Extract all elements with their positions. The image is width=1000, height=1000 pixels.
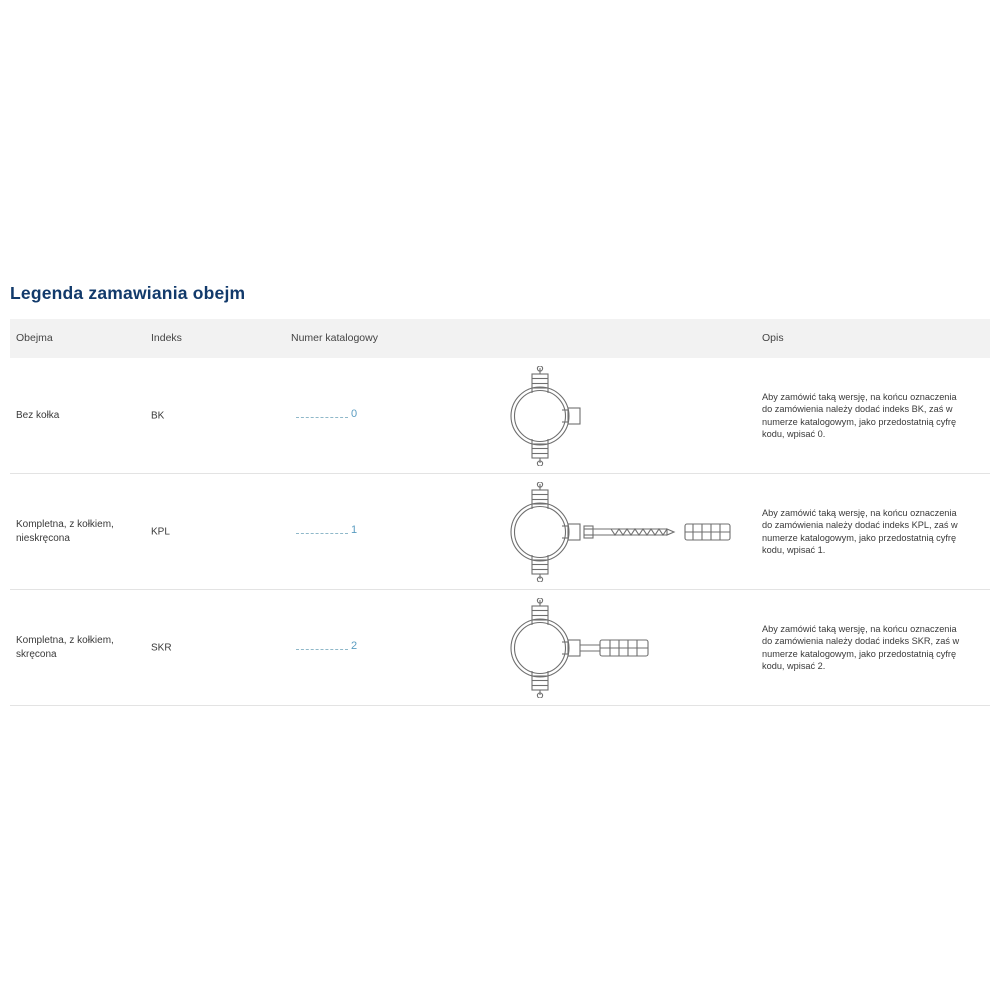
table-header-row xyxy=(10,319,990,358)
table-row xyxy=(10,590,990,706)
clamp-only-icon xyxy=(480,366,750,466)
catalog-dash-line xyxy=(296,649,348,651)
table-row xyxy=(10,358,990,474)
clamp-name: Kompletna, z kołkiem, nieskręcona xyxy=(16,518,114,544)
order-description: Aby zamówić taką wersję, na końcu oznaczenia do zamówienia należy dodać indeks BK, zaś w numerze katalogowym, jako przedostatnią cyfrę kodu, wpisać 0. xyxy=(762,391,957,439)
column-header-description: Opis xyxy=(762,332,784,344)
clamp-with-assembled-plug-icon xyxy=(480,598,750,698)
catalog-digit: 0 xyxy=(351,407,358,420)
clamp-index: KPL xyxy=(151,526,170,537)
clamp-with-loose-bolt-and-plug-icon xyxy=(480,482,750,582)
catalog-digit: 2 xyxy=(351,639,358,652)
table-row xyxy=(10,474,990,590)
catalog-dash-line xyxy=(296,417,348,419)
clamp-index: BK xyxy=(151,410,165,421)
column-header-clamp: Obejma xyxy=(16,332,53,344)
legend-table xyxy=(10,319,990,706)
page-title: Legenda zamawiania obejm xyxy=(10,283,246,303)
order-description: Aby zamówić taką wersję, na końcu oznaczenia do zamówienia należy dodać indeks KPL, zaś w numerze katalogowym, jako przedostatnią cyfrę kodu, wpisać 1. xyxy=(762,507,958,555)
clamp-name: Bez kołka xyxy=(16,409,60,421)
catalog-digit: 1 xyxy=(351,523,358,536)
column-header-index: Indeks xyxy=(151,332,182,344)
clamp-name: Kompletna, z kołkiem, skręcona xyxy=(16,634,114,660)
order-description: Aby zamówić taką wersję, na końcu oznaczenia do zamówienia należy dodać indeks SKR, zaś w numerze katalogowym, jako przedostatnią cyfrę kodu, wpisać 2. xyxy=(762,623,960,671)
clamp-index: SKR xyxy=(151,642,172,653)
column-header-catalog-number: Numer katalogowy xyxy=(291,332,378,344)
catalog-number-cell xyxy=(291,524,471,540)
catalog-number-cell xyxy=(291,640,471,656)
catalog-number-cell xyxy=(291,408,471,424)
catalog-dash-line xyxy=(296,533,348,535)
